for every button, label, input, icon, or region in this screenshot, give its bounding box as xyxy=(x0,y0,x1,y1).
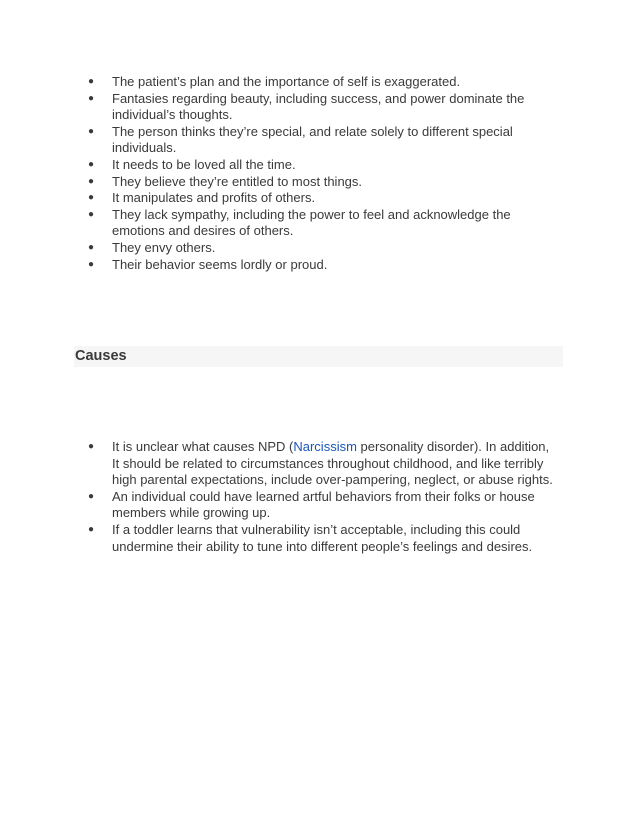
list-item xyxy=(88,240,558,257)
bullet-icon: ● xyxy=(88,441,95,452)
list-item xyxy=(88,124,558,157)
narcissism-link[interactable]: Narcissism xyxy=(293,439,357,454)
list-item-text: They envy others. xyxy=(112,239,216,255)
causes-heading-bar xyxy=(74,346,563,367)
bullet-icon: ● xyxy=(88,490,95,502)
list-item xyxy=(88,174,558,191)
list-item-text: It manipulates and profits of others. xyxy=(112,190,316,206)
bullet-icon: ● xyxy=(88,523,95,535)
bullet-icon: ● xyxy=(88,125,95,137)
bullet-icon: ● xyxy=(88,208,95,220)
list-item-text: If a toddler learns that vulnerability isn’t acceptable, including this could undermine their ability to tune into different people’s feelings and desires. xyxy=(112,521,533,554)
list-item-text: They lack sympathy, including the power to feel and acknowledge the emotions and desires of others. xyxy=(112,206,511,239)
causes-list xyxy=(88,439,558,555)
list-item-text-before: It is unclear what causes NPD ( xyxy=(112,439,294,454)
bullet-icon: ● xyxy=(88,175,95,187)
bullet-icon: ● xyxy=(88,192,95,204)
list-item-text: The patient’s plan and the importance of self is exaggerated. xyxy=(112,74,461,89)
list-item xyxy=(88,489,558,522)
list-item xyxy=(88,190,558,207)
section-heading: Causes xyxy=(75,348,127,364)
list-item xyxy=(88,91,558,124)
bullet-icon: ● xyxy=(88,241,95,253)
bullet-icon: ● xyxy=(88,76,95,87)
bullet-icon: ● xyxy=(88,158,95,170)
bullet-icon: ● xyxy=(88,92,95,104)
list-item xyxy=(88,74,558,91)
list-item-text: An individual could have learned artful behaviors from their folks or house members while growing up. xyxy=(112,488,535,521)
list-item xyxy=(88,257,558,274)
list-item-text: Their behavior seems lordly or proud. xyxy=(112,256,328,272)
bullet-icon: ● xyxy=(88,258,95,270)
list-item-text: The person thinks they’re special, and relate solely to different special individuals. xyxy=(112,123,513,156)
list-item xyxy=(88,157,558,174)
list-item xyxy=(88,522,558,555)
symptoms-list xyxy=(88,74,558,273)
list-item-text: They believe they’re entitled to most things. xyxy=(112,173,363,189)
list-item-text-after: personality disorder). In addition, It should be related to circumstances throughout childhood, and like terribly high parental expectations, include over-pampering, neglect, or abuse rights. xyxy=(112,439,553,488)
list-item-text: Fantasies regarding beauty, including success, and power dominate the individual’s thoughts. xyxy=(112,90,525,123)
list-item xyxy=(88,207,558,240)
list-item-text: It needs to be loved all the time. xyxy=(112,156,296,172)
list-item xyxy=(88,439,558,489)
